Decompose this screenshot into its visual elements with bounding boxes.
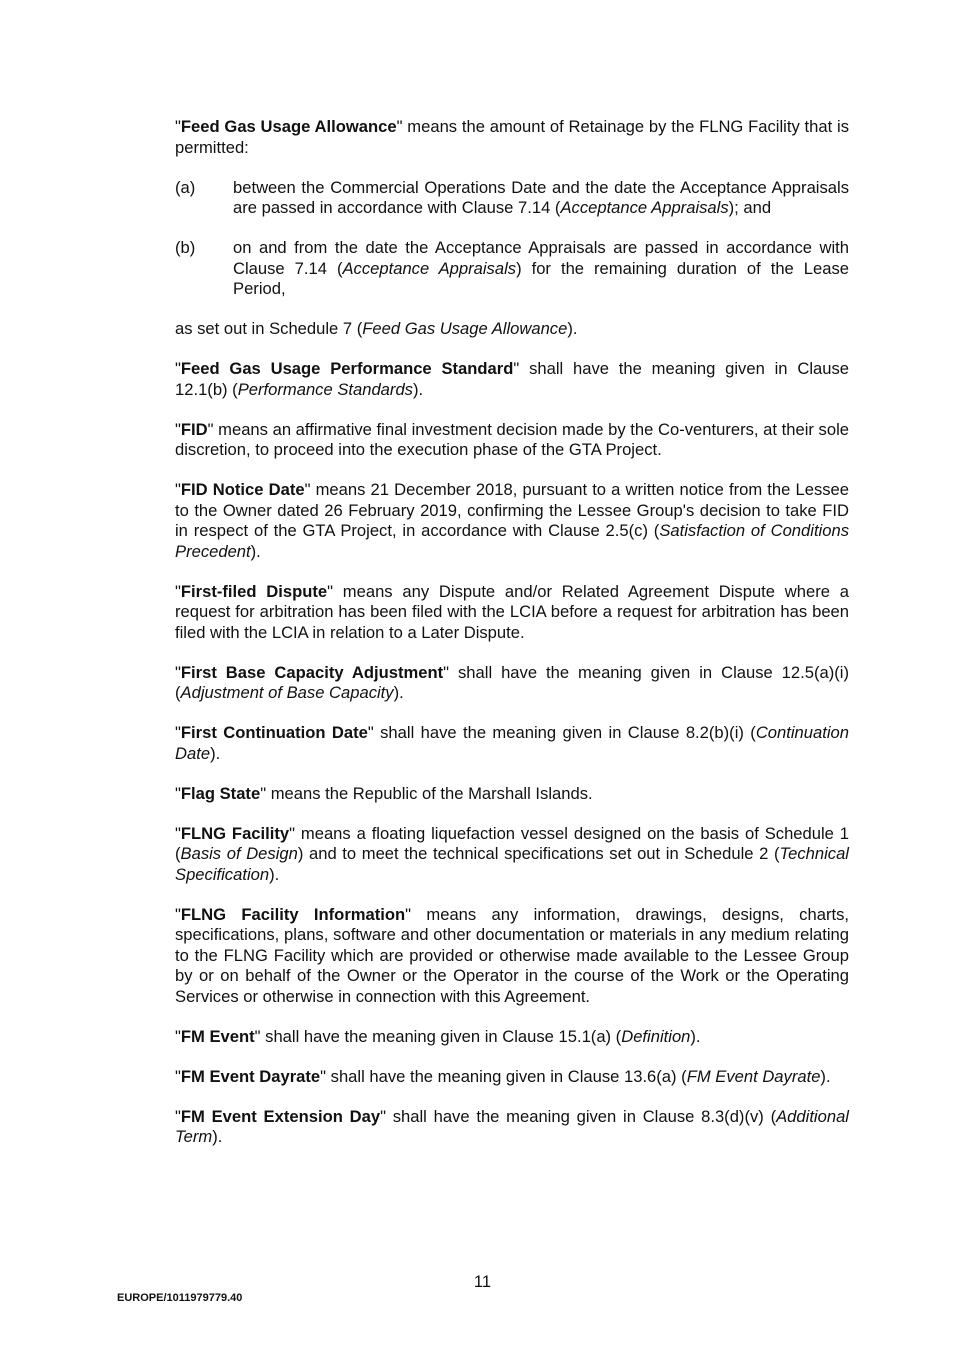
definition-fm-event-extension-day: "FM Event Extension Day" shall have the meaning given in Clause 8.3(d)(v) (Additional Term). [175,1106,849,1146]
definition-flng-facility: "FLNG Facility" means a floating liquefaction vessel designed on the basis of Schedule 1 (Basis of Design) and to meet the technical specifications set out in Schedule 2 (Technical Specification). [175,823,850,884]
definition-feed-gas-usage-performance-standard: "Feed Gas Usage Performance Standard" shall have the meaning given in Clause 12.1(b) (Performance Standards). [175,359,849,399]
definition-fm-event-dayrate: "FM Event Dayrate" shall have the meaning given in Clause 13.6(a) (FM Event Dayrate). [175,1066,831,1086]
defined-term: FLNG Facility Information [180,904,406,924]
page-number: 11 [473,1272,492,1291]
defined-term: First Base Capacity Adjustment [180,662,444,682]
sub-item-b [175,238,849,300]
defined-term: FM Event [180,1026,255,1046]
sub-item-a [175,178,849,219]
definition-first-base-capacity-adjustment: "First Base Capacity Adjustment" shall have the meaning given in Clause 12.5(a)(i) (Adjustment of Base Capacity). [175,662,849,702]
defined-term: Feed Gas Usage Allowance [180,117,397,136]
sub-item-label: (a) [175,177,196,197]
defined-term: FLNG Facility [180,823,290,843]
sub-item-label: (b) [175,238,196,257]
definition-flng-facility-information: "FLNG Facility Information" means any information, drawings, designs, charts, specifications, plans, software and other documentation or materials in any medium relating to the FLNG Facility which are provided or otherwise made available to the Lessee Group by or on behalf of the Owner or the Operator in the course of the Work or the Operating Services or otherwise in connection with this Agreement. [175,904,849,1006]
defined-term: FM Event Dayrate [180,1066,321,1086]
definition-flag-state: "Flag State" means the Republic of the Marshall Islands. [175,783,593,803]
defined-term: FID [180,419,208,439]
definition-fid-notice-date: "FID Notice Date" means 21 December 2018, pursuant to a written notice from the Lessee to the Owner dated 26 February 2019, confirming the Lessee Group's decision to take FID in respect of the GTA Project, in accordance with Clause 2.5(c) (Satisfaction of Conditions Precedent). [175,480,850,561]
defined-term: Feed Gas Usage Performance Standard [180,359,514,378]
definition-first-filed-dispute: "First-filed Dispute" means any Dispute and/or Related Agreement Dispute where a request for arbitration has been filed with the LCIA before a request for arbitration has been filed with the LCIA in relation to a Later Dispute. [175,581,849,642]
document-reference: EUROPE/1011979779.40 [117,1292,243,1304]
definition-tail: as set out in Schedule 7 (Feed Gas Usage Allowance). [175,319,578,338]
defined-term: Flag State [180,783,261,803]
definition-fid: "FID" means an affirmative final investment decision made by the Co-venturers, at their sole discretion, to proceed into the execution phase of the GTA Project. [175,419,849,459]
sub-item-text: on and from the date the Acceptance Appraisals are passed in accordance with Clause 7.14 (Acceptance Appraisals) for the remaining duration of the Lease Period, [233,238,849,298]
document-body [175,117,849,1167]
defined-term: FM Event Extension Day [180,1106,381,1126]
defined-term: First Continuation Date [180,723,368,742]
defined-term: FID Notice Date [180,480,305,499]
sub-item-text: between the Commercial Operations Date and the date the Acceptance Appraisals are passed in accordance with Clause 7.14 (Acceptance Appraisals); and [233,177,849,217]
definition-feed-gas-usage-allowance: "Feed Gas Usage Allowance" means the amount of Retainage by the FLNG Facility that is permitted: [175,117,849,157]
definition-first-continuation-date: "First Continuation Date" shall have the meaning given in Clause 8.2(b)(i) (Continuation Date). [175,723,849,763]
defined-term: First-filed Dispute [180,581,328,601]
definition-fm-event: "FM Event" shall have the meaning given in Clause 15.1(a) (Definition). [175,1026,701,1046]
